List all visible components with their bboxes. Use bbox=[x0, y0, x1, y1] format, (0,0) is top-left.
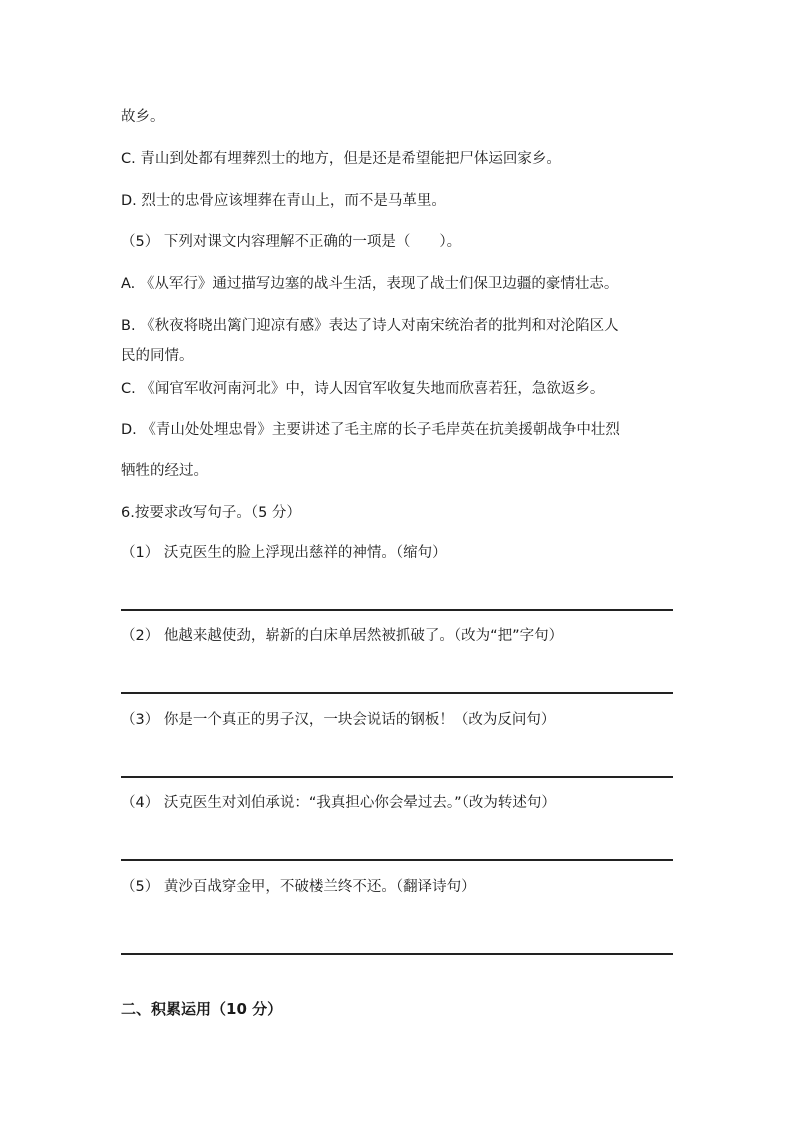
sub-question-3: （3） 你是一个真正的男子汉，一块会说话的钢板！（改为反问句） bbox=[121, 712, 556, 728]
answer-line-4[interactable] bbox=[121, 859, 673, 861]
text-line: 故乡。 bbox=[121, 109, 165, 125]
sub-question-1: （1） 沃克医生的脸上浮现出慈祥的神情。（缩句） bbox=[121, 545, 447, 561]
answer-line-2[interactable] bbox=[121, 692, 673, 694]
option-c: C. 《闻官军收河南河北》中，诗人因官军收复失地而欣喜若狂，急欲返乡。 bbox=[121, 381, 605, 397]
sub-question-2: （2） 他越来越使劲，崭新的白床单居然被抓破了。（改为“把”字句） bbox=[121, 628, 564, 644]
sub-question-4: （4） 沃克医生对刘伯承说：“我真担心你会晕过去。”（改为转述句） bbox=[121, 795, 556, 811]
sub-question-5: （5） 黄沙百战穿金甲，不破楼兰终不还。（翻译诗句） bbox=[121, 879, 476, 895]
section-heading: 二、积累运用（10 分） bbox=[121, 1000, 283, 1018]
option-a: A. 《从军行》通过描写边塞的战斗生活，表现了战士们保卫边疆的豪情壮志。 bbox=[121, 276, 619, 292]
option-d: D. 烈士的忠骨应该埋葬在青山上，而不是马革里。 bbox=[121, 193, 446, 209]
option-c: C. 青山到处都有埋葬烈士的地方，但是还是希望能把尸体运回家乡。 bbox=[121, 151, 561, 167]
option-b-continued: 民的同情。 bbox=[121, 348, 194, 364]
answer-line-3[interactable] bbox=[121, 776, 673, 778]
option-d: D. 《青山处处埋忠骨》主要讲述了毛主席的长子毛岸英在抗美援朝战争中壮烈 bbox=[121, 422, 620, 438]
answer-line-5[interactable] bbox=[121, 953, 673, 955]
answer-line-1[interactable] bbox=[121, 609, 673, 611]
question-6: 6.按要求改写句子。（5 分） bbox=[121, 505, 301, 521]
question-5: （5） 下列对课文内容理解不正确的一项是（ ）。 bbox=[121, 234, 462, 250]
option-d-continued: 牺牲的经过。 bbox=[121, 463, 208, 479]
option-b: B. 《秋夜将晓出篱门迎凉有感》表达了诗人对南宋统治者的批判和对沦陷区人 bbox=[121, 318, 619, 334]
